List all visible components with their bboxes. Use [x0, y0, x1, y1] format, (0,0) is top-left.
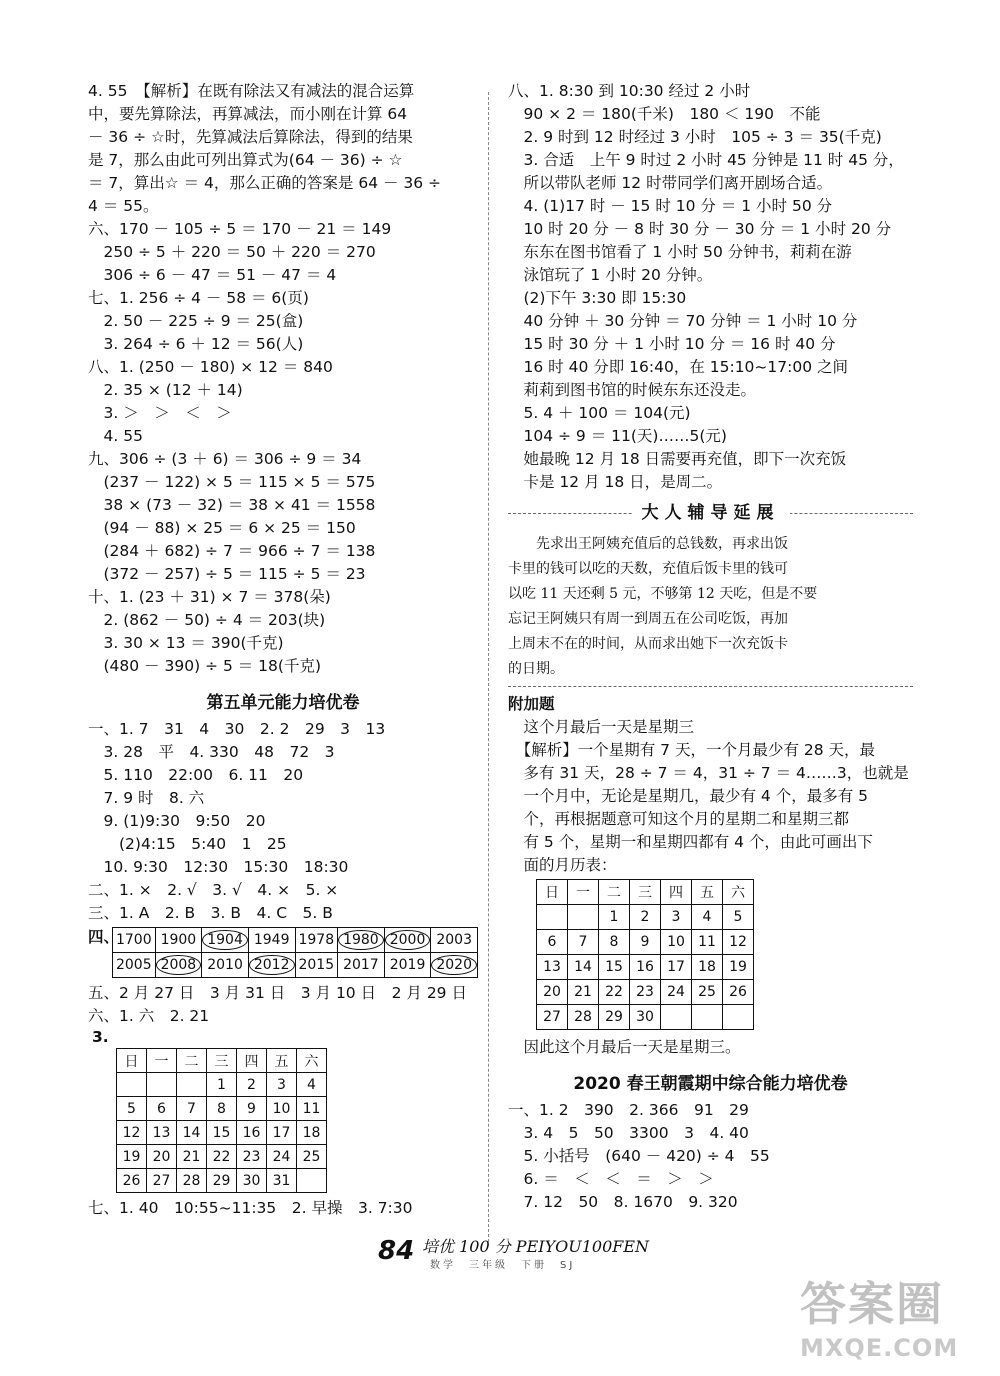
- circled-year: 1980: [338, 930, 384, 950]
- answer-line: (237 － 122) × 5 ＝ 115 × 5 ＝ 575: [88, 473, 376, 491]
- year-cell: 2019: [384, 953, 431, 978]
- answer-line: 一、1. 2 390 2. 366 91 29: [508, 1101, 749, 1119]
- calendar-cell: 18: [692, 955, 723, 980]
- answer-line: 4. (1)17 时 － 15 时 10 分 ＝ 1 小时 50 分: [508, 197, 833, 215]
- calendar-cell: 23: [630, 980, 661, 1005]
- answer-line: 2. 9 时到 12 时经过 3 小时 105 ÷ 3 ＝ 35(千克): [508, 128, 882, 146]
- page-number: 84: [378, 1236, 415, 1266]
- extra-question-answer: [508, 716, 913, 877]
- calendar-header-cell: 一: [568, 880, 599, 905]
- calendar-cell: 23: [237, 1145, 267, 1169]
- circled-year: 2012: [249, 955, 295, 975]
- calendar-cell: 16: [630, 955, 661, 980]
- answer-line: 一个月中，无论是星期几，最少有 4 个，最多有 5: [508, 787, 869, 805]
- calendar-cell: 4: [692, 905, 723, 930]
- unit5-title: 第五单元能力培优卷: [206, 693, 360, 713]
- extra-conclusion: 因此这个月最后一天是星期三。: [508, 1038, 741, 1056]
- year-cell: [338, 928, 385, 953]
- calendar-row: [117, 1097, 327, 1121]
- calendar-cell: 7: [177, 1097, 207, 1121]
- calendar-cell: 25: [297, 1145, 327, 1169]
- answer-line: (480 － 390) ÷ 5 ＝ 18(千克): [88, 657, 321, 675]
- page-footer: [350, 1232, 680, 1276]
- answer-line: 3. 28 平 4. 330 48 72 3: [88, 743, 335, 761]
- year-cell: [384, 928, 431, 953]
- year-cell: [155, 953, 202, 978]
- year-cell: [431, 953, 478, 978]
- years-table: [112, 927, 478, 978]
- calendar-cell: 2: [630, 905, 661, 930]
- answer-line: (372 － 257) ÷ 5 ＝ 115 ÷ 5 ＝ 23: [88, 565, 366, 583]
- answer-line: 4. 55 【解析】在既有除法又有减法的混合运算: [88, 82, 415, 100]
- answer-line: 6. ＝ ＜ ＜ ＝ ＞ ＞: [508, 1170, 714, 1188]
- answer-line: (2)下午 3:30 即 15:30: [508, 289, 687, 307]
- circled-year: 2008: [156, 955, 202, 975]
- extension-line: 的日期。: [508, 661, 564, 677]
- answer-line: 泳馆玩了 1 小时 20 分钟。: [508, 266, 713, 284]
- answer-line: 4 ＝ 55。: [88, 197, 159, 215]
- calendar-header-cell: 二: [177, 1049, 207, 1073]
- circled-year: 2000: [385, 930, 431, 950]
- calendar-cell: 3: [267, 1073, 297, 1097]
- calendar-cell: 10: [267, 1097, 297, 1121]
- calendar-cell: 6: [537, 930, 568, 955]
- calendar-cell: 20: [147, 1145, 177, 1169]
- year-cell: 1978: [295, 928, 338, 953]
- calendar-header-cell: 日: [117, 1049, 147, 1073]
- calendar-header-cell: 三: [630, 880, 661, 905]
- answer-line: 这个月最后一天是星期三: [508, 718, 695, 736]
- calendar-header-cell: 日: [537, 880, 568, 905]
- calendar-cell: 17: [661, 955, 692, 980]
- calendar-row: [537, 955, 754, 980]
- answer-line: ＝ 7，算出☆ ＝ 4，那么正确的答案是 64 － 36 ÷: [88, 174, 442, 192]
- calendar-header-cell: 三: [207, 1049, 237, 1073]
- answer-line: 2. (862 － 50) ÷ 4 ＝ 203(块): [88, 611, 326, 629]
- calendar-cell: [297, 1169, 327, 1193]
- answer-line: 9. (1)9:30 9:50 20: [88, 812, 266, 830]
- calendar-cell: [117, 1073, 147, 1097]
- calendar-cell: 11: [297, 1097, 327, 1121]
- calendar-cell: 13: [147, 1121, 177, 1145]
- calendar-row: [117, 1169, 327, 1193]
- calendar-cell: 15: [599, 955, 630, 980]
- calendar-cell: 29: [207, 1169, 237, 1193]
- extension-line: 卡里的钱可以吃的天数，充值后饭卡里的钱可: [508, 561, 788, 577]
- answer-line: 八、1. (250 － 180) × 12 ＝ 840: [88, 358, 333, 376]
- calendar-cell: 16: [237, 1121, 267, 1145]
- answers-block-right-1: [508, 80, 913, 494]
- answer-line: 是 7，那么由此可列出算式为(64 － 36) ÷ ☆: [88, 151, 403, 169]
- calendar-cell: 9: [630, 930, 661, 955]
- calendar-cell: 1: [599, 905, 630, 930]
- answer-line: 莉莉到图书馆的时候东东还没走。: [508, 381, 757, 399]
- calendar-cell: 21: [177, 1145, 207, 1169]
- calendar-cell: 8: [207, 1097, 237, 1121]
- calendar-header-cell: 六: [297, 1049, 327, 1073]
- answer-line: 3. 4 5 50 3300 3 4. 40: [508, 1124, 749, 1142]
- calendar-cell: 7: [568, 930, 599, 955]
- extension-title: 大人辅导延展: [632, 503, 790, 523]
- calendar-question: [88, 1028, 478, 1193]
- answer-line: 九、306 ÷ (3 ＋ 6) ＝ 306 ÷ 9 ＝ 34: [88, 450, 362, 468]
- answer-line: 38 × (73 － 32) ＝ 38 × 41 ＝ 1558: [88, 496, 376, 514]
- answer-line: 250 ÷ 5 ＋ 220 ＝ 50 ＋ 220 ＝ 270: [88, 243, 376, 261]
- answer-line: 七、1. 40 10:55~11:35 2. 早操 3. 7:30: [88, 1199, 413, 1217]
- calendar-cell: 11: [692, 930, 723, 955]
- year-cell: 2003: [431, 928, 478, 953]
- answer-line: 3. ＞ ＞ ＜ ＞: [88, 404, 232, 422]
- calendar-cell: 24: [661, 980, 692, 1005]
- answer-line: 16 时 40 分即 16:40，在 15:10~17:00 之间: [508, 358, 849, 376]
- calendar-row: [537, 905, 754, 930]
- column-divider: [488, 92, 489, 1242]
- calendar-cell: 18: [297, 1121, 327, 1145]
- circled-year: 2020: [431, 955, 477, 975]
- calendar-cell: [568, 905, 599, 930]
- answer-line: (284 ＋ 682) ÷ 7 ＝ 966 ÷ 7 ＝ 138: [88, 542, 376, 560]
- calendar-cell: 30: [630, 1005, 661, 1030]
- midterm-answers: [508, 1099, 913, 1214]
- extension-line: 忘记王阿姨只有周一到周五在公司吃饭，再加: [508, 611, 788, 627]
- answer-line: 10. 9:30 12:30 15:30 18:30: [88, 858, 349, 876]
- answer-line: 五、2 月 27 日 3 月 31 日 3 月 10 日 2 月 29 日: [88, 984, 467, 1002]
- calendar-cell: [723, 1005, 754, 1030]
- left-column: [88, 80, 478, 1220]
- watermark-url: MXQE.COM: [800, 1334, 959, 1362]
- extension-line: 上周末不在的时间，从而求出她下一次充饭卡: [508, 636, 788, 652]
- calendar-cell: 1: [207, 1073, 237, 1097]
- brand-name: 培优 100 分 PEIYOU100FEN: [422, 1237, 650, 1256]
- answer-line: 15 时 30 分 ＋ 1 小时 10 分 ＝ 16 时 40 分: [508, 335, 836, 353]
- calendar-cell: [692, 1005, 723, 1030]
- calendar-header-cell: 五: [692, 880, 723, 905]
- answer-line: 六、170 － 105 ÷ 5 ＝ 170 － 21 ＝ 149: [88, 220, 392, 238]
- calendar-header-cell: 一: [147, 1049, 177, 1073]
- calendar-cell: 19: [117, 1145, 147, 1169]
- calendar-cell: 27: [537, 1005, 568, 1030]
- year-cell: 2017: [338, 953, 385, 978]
- circled-year: 1904: [202, 930, 248, 950]
- answer-line: 多有 31 天，28 ÷ 7 ＝ 4，31 ÷ 7 ＝ 4……3，也就是: [508, 764, 909, 782]
- calendar-header-cell: 二: [599, 880, 630, 905]
- answer-line: 5. 110 22:00 6. 11 20: [88, 766, 304, 784]
- book-subtitle: 数学 三年级 下册 SJ: [430, 1260, 576, 1271]
- calendar-cell: 22: [599, 980, 630, 1005]
- calendar-cell: 24: [267, 1145, 297, 1169]
- calendar-cell: 28: [568, 1005, 599, 1030]
- extension-heading: [508, 498, 913, 528]
- answer-line: 中，要先算除法，再算减法，而小刚在计算 64: [88, 105, 408, 123]
- calendar-header-cell: 六: [723, 880, 754, 905]
- answers-block-1: [88, 80, 478, 678]
- calendar-cell: [147, 1073, 177, 1097]
- answer-line: 10 时 20 分 － 8 时 30 分 － 30 分 ＝ 1 小时 20 分: [508, 220, 892, 238]
- answer-line: 十、1. (23 ＋ 31) × 7 ＝ 378(朵): [88, 588, 331, 606]
- answer-line: 306 ÷ 6 － 47 ＝ 51 － 47 ＝ 4: [88, 266, 337, 284]
- calendar-cell: 28: [177, 1169, 207, 1193]
- calendar-cell: 26: [117, 1169, 147, 1193]
- answer-line: 7. 9 时 8. 六: [88, 789, 205, 807]
- calendar-cell: 20: [537, 980, 568, 1005]
- year-cell: 1949: [248, 928, 295, 953]
- calendar-cell: 26: [723, 980, 754, 1005]
- calendar-cell: 10: [661, 930, 692, 955]
- calendar-header-row: [117, 1049, 327, 1073]
- calendar-cell: [537, 905, 568, 930]
- calendar-row: [537, 980, 754, 1005]
- answer-line: 3. 合适 上午 9 时过 2 小时 45 分钟是 11 时 45 分，: [508, 151, 904, 169]
- answer-line: 东东在图书馆看了 1 小时 50 分钟书，莉莉在游: [508, 243, 852, 261]
- calendar-row: [117, 1145, 327, 1169]
- answer-line: 90 × 2 ＝ 180(千米) 180 ＜ 190 不能: [508, 105, 821, 123]
- calendar-table-left: [116, 1048, 327, 1193]
- calendar-cell: 29: [599, 1005, 630, 1030]
- calendar-header-cell: 四: [661, 880, 692, 905]
- calendar-cell: 2: [237, 1073, 267, 1097]
- year-cell: [248, 953, 295, 978]
- year-cell: 2010: [202, 953, 249, 978]
- calendar-cell: 3: [661, 905, 692, 930]
- calendar-cell: 21: [568, 980, 599, 1005]
- answer-line: 卡是 12 月 18 日，是周二。: [508, 473, 723, 491]
- year-cell: [202, 928, 249, 953]
- calendar-cell: 12: [723, 930, 754, 955]
- calendar-cell: [661, 1005, 692, 1030]
- answer-line: 【解析】一个星期有 7 天，一个月最少有 28 天，最: [508, 741, 876, 759]
- answer-line: 3. 264 ÷ 6 ＋ 12 ＝ 56(人): [88, 335, 304, 353]
- calendar-cell: 6: [147, 1097, 177, 1121]
- answer-line: 有 5 个，星期一和星期四都有 4 个，由此可画出下: [508, 833, 873, 851]
- calendar-cell: 19: [723, 955, 754, 980]
- watermark-text: 答案圈: [800, 1277, 944, 1331]
- extension-line: 以吃 11 天还剩 5 元，不够第 12 天吃，但是不要: [508, 586, 818, 602]
- calendar-cell: 8: [599, 930, 630, 955]
- right-column: [508, 80, 913, 1214]
- answers-block-3: [88, 982, 478, 1028]
- answer-line: 7. 12 50 8. 1670 9. 320: [508, 1193, 738, 1211]
- year-cell: 2015: [295, 953, 338, 978]
- calendar-cell: 15: [207, 1121, 237, 1145]
- calendar-header-cell: 四: [237, 1049, 267, 1073]
- calendar-cell: 5: [117, 1097, 147, 1121]
- calendar-cell: 12: [117, 1121, 147, 1145]
- calendar-cell: 14: [177, 1121, 207, 1145]
- calendar-cell: 22: [207, 1145, 237, 1169]
- answer-line: 八、1. 8:30 到 10:30 经过 2 小时: [508, 82, 751, 100]
- calendar-header-row: [537, 880, 754, 905]
- calendar-label: 3.: [92, 1028, 109, 1046]
- answer-line: 2. 35 × (12 ＋ 14): [88, 381, 243, 399]
- year-cell: 1700: [113, 928, 156, 953]
- extension-body: [508, 532, 913, 687]
- calendar-cell: 30: [237, 1169, 267, 1193]
- calendar-cell: 9: [237, 1097, 267, 1121]
- calendar-cell: [177, 1073, 207, 1097]
- answer-line: 六、1. 六 2. 21: [88, 1007, 210, 1025]
- calendar-cell: 31: [267, 1169, 297, 1193]
- calendar-row: [537, 1005, 754, 1030]
- answer-line: 七、1. 256 ÷ 4 － 58 ＝ 6(页): [88, 289, 309, 307]
- answer-line: 她最晚 12 月 18 日需要再充值，即下一次充饭: [508, 450, 847, 468]
- calendar-cell: 27: [147, 1169, 177, 1193]
- answer-line: 二、1. × 2. √ 3. √ 4. × 5. ×: [88, 881, 339, 899]
- years-row: [113, 953, 478, 978]
- calendar-cell: 17: [267, 1121, 297, 1145]
- answer-line: 5. 小括号 (640 － 420) ÷ 4 55: [508, 1147, 770, 1165]
- answer-line: 3. 30 × 13 ＝ 390(千克): [88, 634, 284, 652]
- years-label: 四、: [88, 928, 120, 946]
- calendar-row: [117, 1073, 327, 1097]
- year-cell: 2005: [113, 953, 156, 978]
- years-question: [88, 925, 478, 982]
- calendar-row: [537, 930, 754, 955]
- watermark-logo: [800, 1268, 990, 1368]
- answer-line: 2. 50 － 225 ÷ 9 ＝ 25(盒): [88, 312, 304, 330]
- calendar-header-cell: 五: [267, 1049, 297, 1073]
- answer-line: 个，再根据题意可知这个月的星期二和星期三都: [508, 810, 850, 828]
- answer-line: (94 － 88) × 25 ＝ 6 × 25 ＝ 150: [88, 519, 356, 537]
- answer-line: 所以带队老师 12 时带同学们离开剧场合适。: [508, 174, 833, 192]
- answer-line: 4. 55: [88, 427, 143, 445]
- answer-line: (2)4:15 5:40 1 25: [88, 835, 287, 853]
- answer-line: 面的月历表：: [508, 856, 617, 874]
- answer-line: 一、1. 7 31 4 30 2. 2 29 3 13: [88, 720, 386, 738]
- extension-line: 先求出王阿姨充值后的总钱数，再求出饭: [508, 536, 788, 552]
- answer-line: 40 分钟 ＋ 30 分钟 ＝ 70 分钟 ＝ 1 小时 10 分: [508, 312, 858, 330]
- calendar-cell: 13: [537, 955, 568, 980]
- calendar-cell: 4: [297, 1073, 327, 1097]
- years-row: [113, 928, 478, 953]
- year-cell: 1900: [155, 928, 202, 953]
- answer-line: － 36 ÷ ☆时，先算减法后算除法，得到的结果: [88, 128, 413, 146]
- calendar-cell: 5: [723, 905, 754, 930]
- answer-line: 5. 4 ＋ 100 ＝ 104(元): [508, 404, 691, 422]
- calendar-cell: 25: [692, 980, 723, 1005]
- extra-question-title: 附加题: [508, 695, 555, 713]
- calendar-row: [117, 1121, 327, 1145]
- answer-line: 104 ÷ 9 ＝ 11(天)……5(元): [508, 427, 727, 445]
- calendar-cell: 14: [568, 955, 599, 980]
- calendar-table-right: [536, 879, 754, 1030]
- answers-block-2: [88, 718, 478, 925]
- midterm-title: 2020 春王朝霞期中综合能力培优卷: [573, 1074, 848, 1094]
- answer-line: 三、1. A 2. B 3. B 4. C 5. B: [88, 904, 333, 922]
